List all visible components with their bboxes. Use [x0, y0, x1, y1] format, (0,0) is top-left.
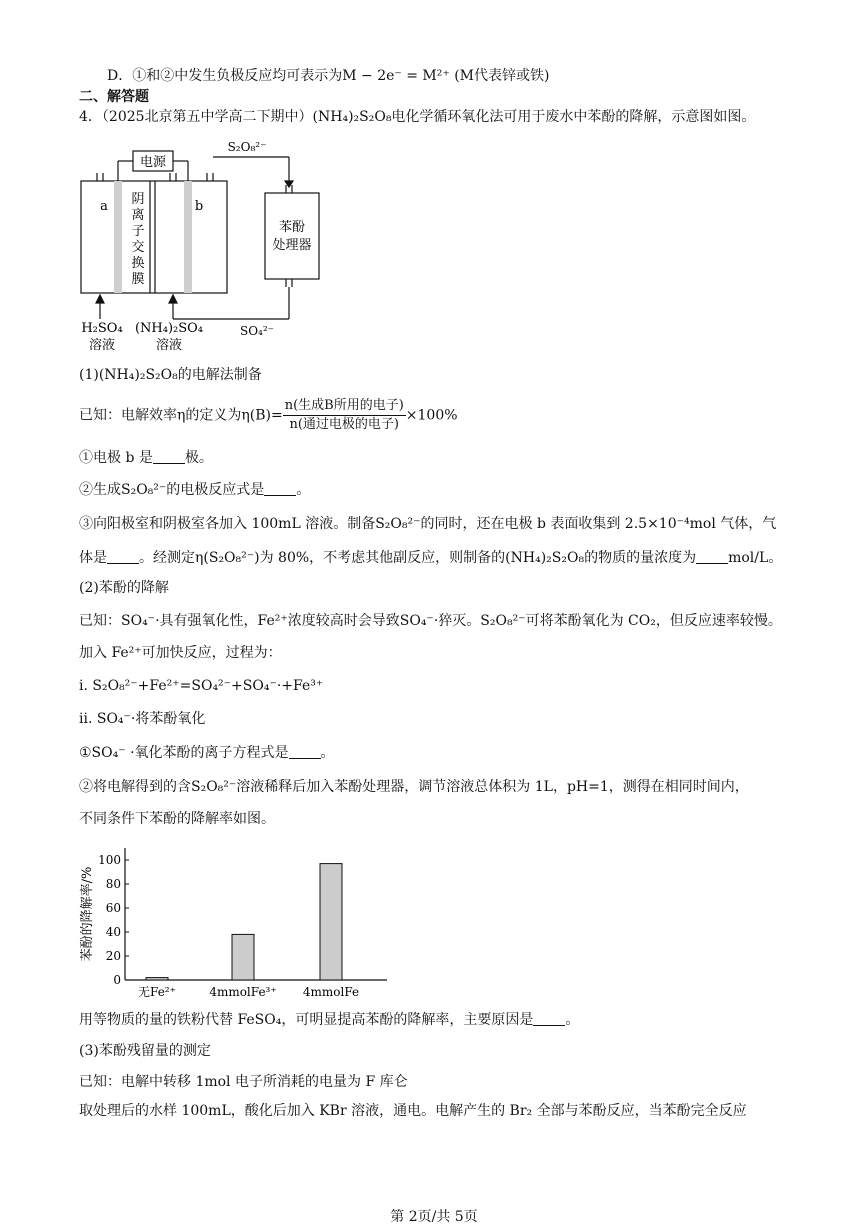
svg-text:溶液: 溶液 — [155, 338, 183, 353]
electrolysis-diagram — [75, 135, 375, 355]
definition-prefix: 已知：电解效率η的定义为η(B)= — [79, 407, 283, 424]
s2o8-label: S₂O₈²⁻ — [227, 140, 267, 154]
treater-label — [272, 220, 311, 253]
electrode-b-label: b — [194, 199, 204, 214]
svg-text:离: 离 — [131, 208, 145, 223]
question-1-3-line2: 体是 。经测定η(S₂O₈²⁻)为 80%，不考虑其他副反应，则制备的(NH₄)₂S₂O₈的物质的量浓度为 mol/L。 — [79, 550, 783, 566]
right-inlet-label — [135, 321, 203, 353]
efficiency-definition — [79, 397, 458, 434]
y-tick-label: 0 — [113, 973, 121, 987]
fraction-numerator: n(生成B所用的电子) — [283, 397, 406, 416]
so4-label: SO₄²⁻ — [239, 324, 275, 338]
efficiency-fraction — [283, 397, 406, 434]
part-2-known-1: 已知：SO₄⁻·具有强氧化性，Fe²⁺浓度较高时会导致SO₄⁻·猝灭。S₂O₈²⁻可将苯酚氧化为 CO₂，但反应速率较慢。 — [79, 613, 782, 629]
left-inlet-label — [81, 321, 122, 353]
section-heading: 二、解答题 — [79, 89, 149, 105]
answer-blank[interactable] — [696, 549, 728, 564]
degradation-bar-chart — [75, 840, 405, 1005]
y-tick-label: 60 — [105, 901, 121, 915]
question-1-3-line1: ③向阳极室和阴极室各加入 100mL 溶液。制备S₂O₈²⁻的同时，还在电极 b 表面收集到 2.5×10⁻⁴mol 气体，气 — [79, 516, 777, 532]
step-i: i. S₂O₈²⁻+Fe²⁺=SO₄²⁻+SO₄⁻·+Fe³⁺ — [79, 678, 324, 694]
question-1-1: ①电极 b 是 极。 — [79, 450, 213, 466]
part-3-known: 已知：电解中转移 1mol 电子所消耗的电量为 F 库仑 — [79, 1074, 408, 1090]
y-tick-label: 40 — [105, 925, 121, 939]
svg-text:交: 交 — [131, 240, 145, 255]
svg-text:(NH₄)₂SO₄: (NH₄)₂SO₄ — [134, 321, 204, 336]
y-tick-label: 80 — [105, 877, 121, 891]
part-2-title: (2)苯酚的降解 — [79, 580, 169, 596]
page-footer: 第 2页/共 5页 — [390, 1209, 478, 1225]
question-2-2-line2: 不同条件下苯酚的降解率如图。 — [79, 811, 275, 827]
part-1-title: (1)(NH₄)₂S₂O₈的电解法制备 — [79, 367, 262, 383]
answer-blank[interactable] — [153, 449, 185, 464]
svg-text:处理器: 处理器 — [272, 238, 312, 253]
svg-text:换: 换 — [131, 256, 145, 271]
step-ii: ii. SO₄⁻·将苯酚氧化 — [79, 711, 206, 727]
answer-blank[interactable] — [264, 481, 296, 496]
svg-text:苯酚: 苯酚 — [278, 220, 306, 235]
question-2-1: ①SO₄⁻ ·氧化苯酚的离子方程式是 。 — [79, 745, 335, 761]
svg-text:子: 子 — [131, 224, 145, 239]
question-2-2-line1: ②将电解得到的含S₂O₈²⁻溶液稀释后加入苯酚处理器，调节溶液总体积为 1L，pH=1，测得在相同时间内， — [79, 779, 749, 795]
category-label: 4mmolFe³⁺ — [209, 985, 277, 999]
part-2-known-2: 加入 Fe²⁺可加快反应，过程为： — [79, 645, 282, 661]
electrode-a-label: a — [100, 199, 108, 214]
y-tick-label: 100 — [98, 853, 121, 867]
category-label: 无Fe²⁺ — [138, 985, 176, 999]
bar — [232, 934, 254, 980]
svg-text:阴: 阴 — [131, 192, 145, 207]
answer-blank[interactable] — [289, 744, 321, 759]
definition-suffix: ×100% — [405, 407, 458, 424]
question-2-3: 用等物质的量的铁粉代替 FeSO₄，可明显提高苯酚的降解率，主要原因是 。 — [79, 1012, 580, 1028]
part-3-text: 取处理后的水样 100mL，酸化后加入 KBr 溶液，通电。电解产生的 Br₂ 全部与苯酚反应，当苯酚完全反应 — [79, 1103, 747, 1119]
bar — [320, 864, 342, 980]
option-d: D．①和②中发生负极反应均可表示为M − 2e⁻ = M²⁺ (M代表锌或铁) — [107, 68, 550, 84]
part-3-title: (3)苯酚残留量的测定 — [79, 1043, 211, 1059]
answer-blank[interactable] — [533, 1011, 565, 1026]
answer-blank[interactable] — [107, 549, 139, 564]
svg-text:溶液: 溶液 — [88, 338, 116, 353]
y-axis-label: 苯酚的降解率/% — [80, 866, 95, 962]
svg-text:膜: 膜 — [131, 272, 145, 287]
fraction-denominator: n(通过电极的电子) — [289, 417, 400, 432]
question-4-intro: 4．（2025北京第五中学高二下期中）(NH₄)₂S₂O₈电化学循环氧化法可用于废水中苯酚的降解，示意图如图。 — [79, 109, 756, 125]
svg-text:H₂SO₄: H₂SO₄ — [81, 321, 123, 336]
power-label: 电源 — [139, 155, 167, 170]
y-tick-label: 20 — [105, 949, 121, 963]
category-label: 4mmolFe — [302, 985, 360, 999]
question-1-2: ②生成S₂O₈²⁻的电极反应式是 。 — [79, 482, 311, 498]
membrane-label — [131, 192, 144, 287]
bar — [146, 978, 168, 980]
